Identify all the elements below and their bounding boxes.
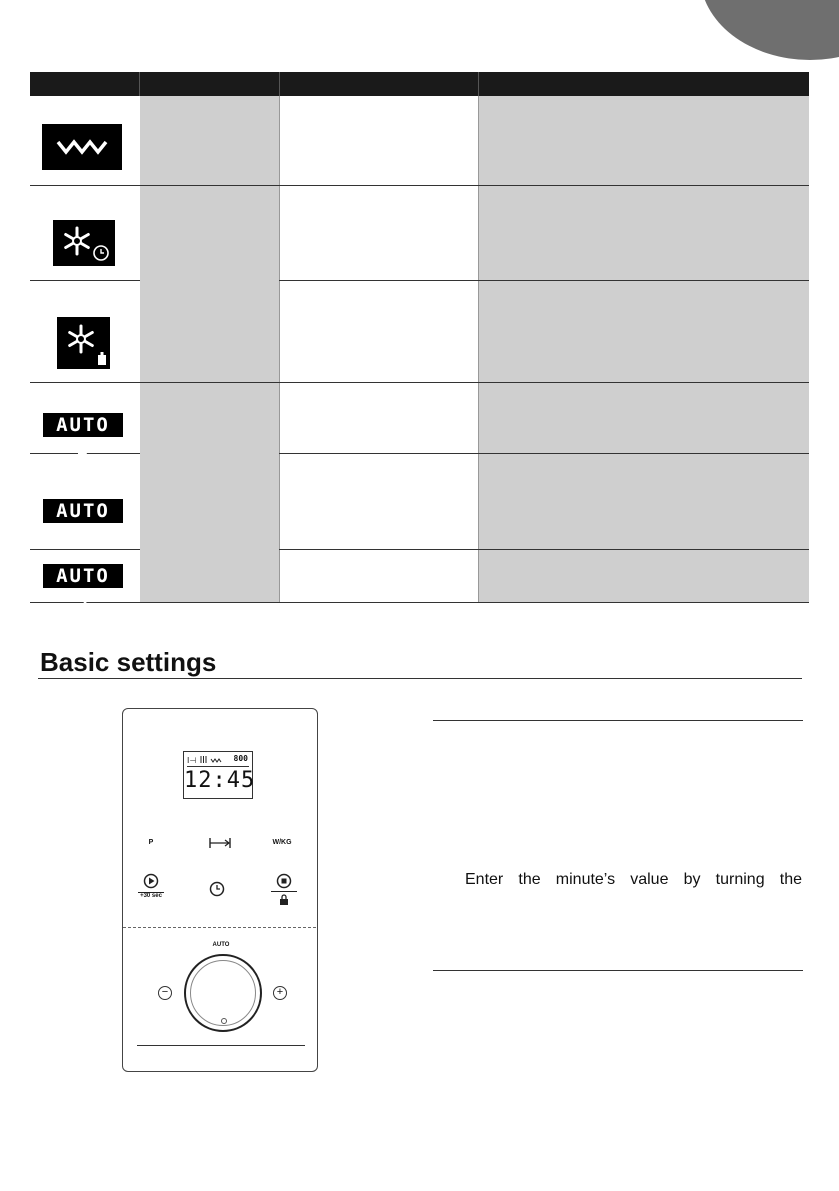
right-bottom-rule [433,970,803,971]
panel-dashed-divider [123,927,316,928]
rotary-dial[interactable] [184,954,262,1032]
icon-table [30,72,809,611]
auto-3-icon: AUTO 3 [43,564,123,588]
minus-button[interactable]: − [158,986,172,1000]
microwave-wave-icon [42,124,122,170]
table-header-row [30,72,809,96]
gray-column-mode [140,96,279,602]
snowflake-clock-icon [53,220,115,266]
child-lock-icon [279,893,289,905]
auto-dial-label: AUTO [212,942,230,948]
start-time-icon [209,836,231,848]
weight-label: W/KG [272,839,292,846]
lcd-status-row [187,753,249,767]
control-panel-illustration [122,708,318,1072]
rotary-dial-inner [190,960,256,1026]
heading-rule [38,678,802,679]
lcd-power-readout: 800 [233,754,248,763]
stop-button[interactable] [276,873,292,889]
right-top-rule [433,720,803,721]
auto-2-icon: AUTO 2 [43,499,123,523]
auto-1-icon: AUTO 1 [43,413,123,437]
gray-column-description [479,96,809,602]
plus-30-sec-label: +30 sec [140,893,162,899]
instruction-paragraph: Enter the minute’s value by turning the [465,871,802,888]
clock-button[interactable] [209,881,225,897]
lcd-display [183,751,256,799]
snowflake-weight-icon [57,317,110,369]
panel-bottom-line [137,1045,305,1046]
section-heading: Basic settings [40,647,217,677]
start-button[interactable] [143,873,159,889]
plus-button[interactable]: + [273,986,287,1000]
dial-indicator-dot [221,1018,227,1024]
power-label: P [148,839,154,846]
svg-text:I⊣: I⊣ [187,756,197,765]
page-corner-tab [700,0,839,60]
stop-underline [271,891,297,892]
lcd-time-readout: 12:45 [184,768,256,793]
